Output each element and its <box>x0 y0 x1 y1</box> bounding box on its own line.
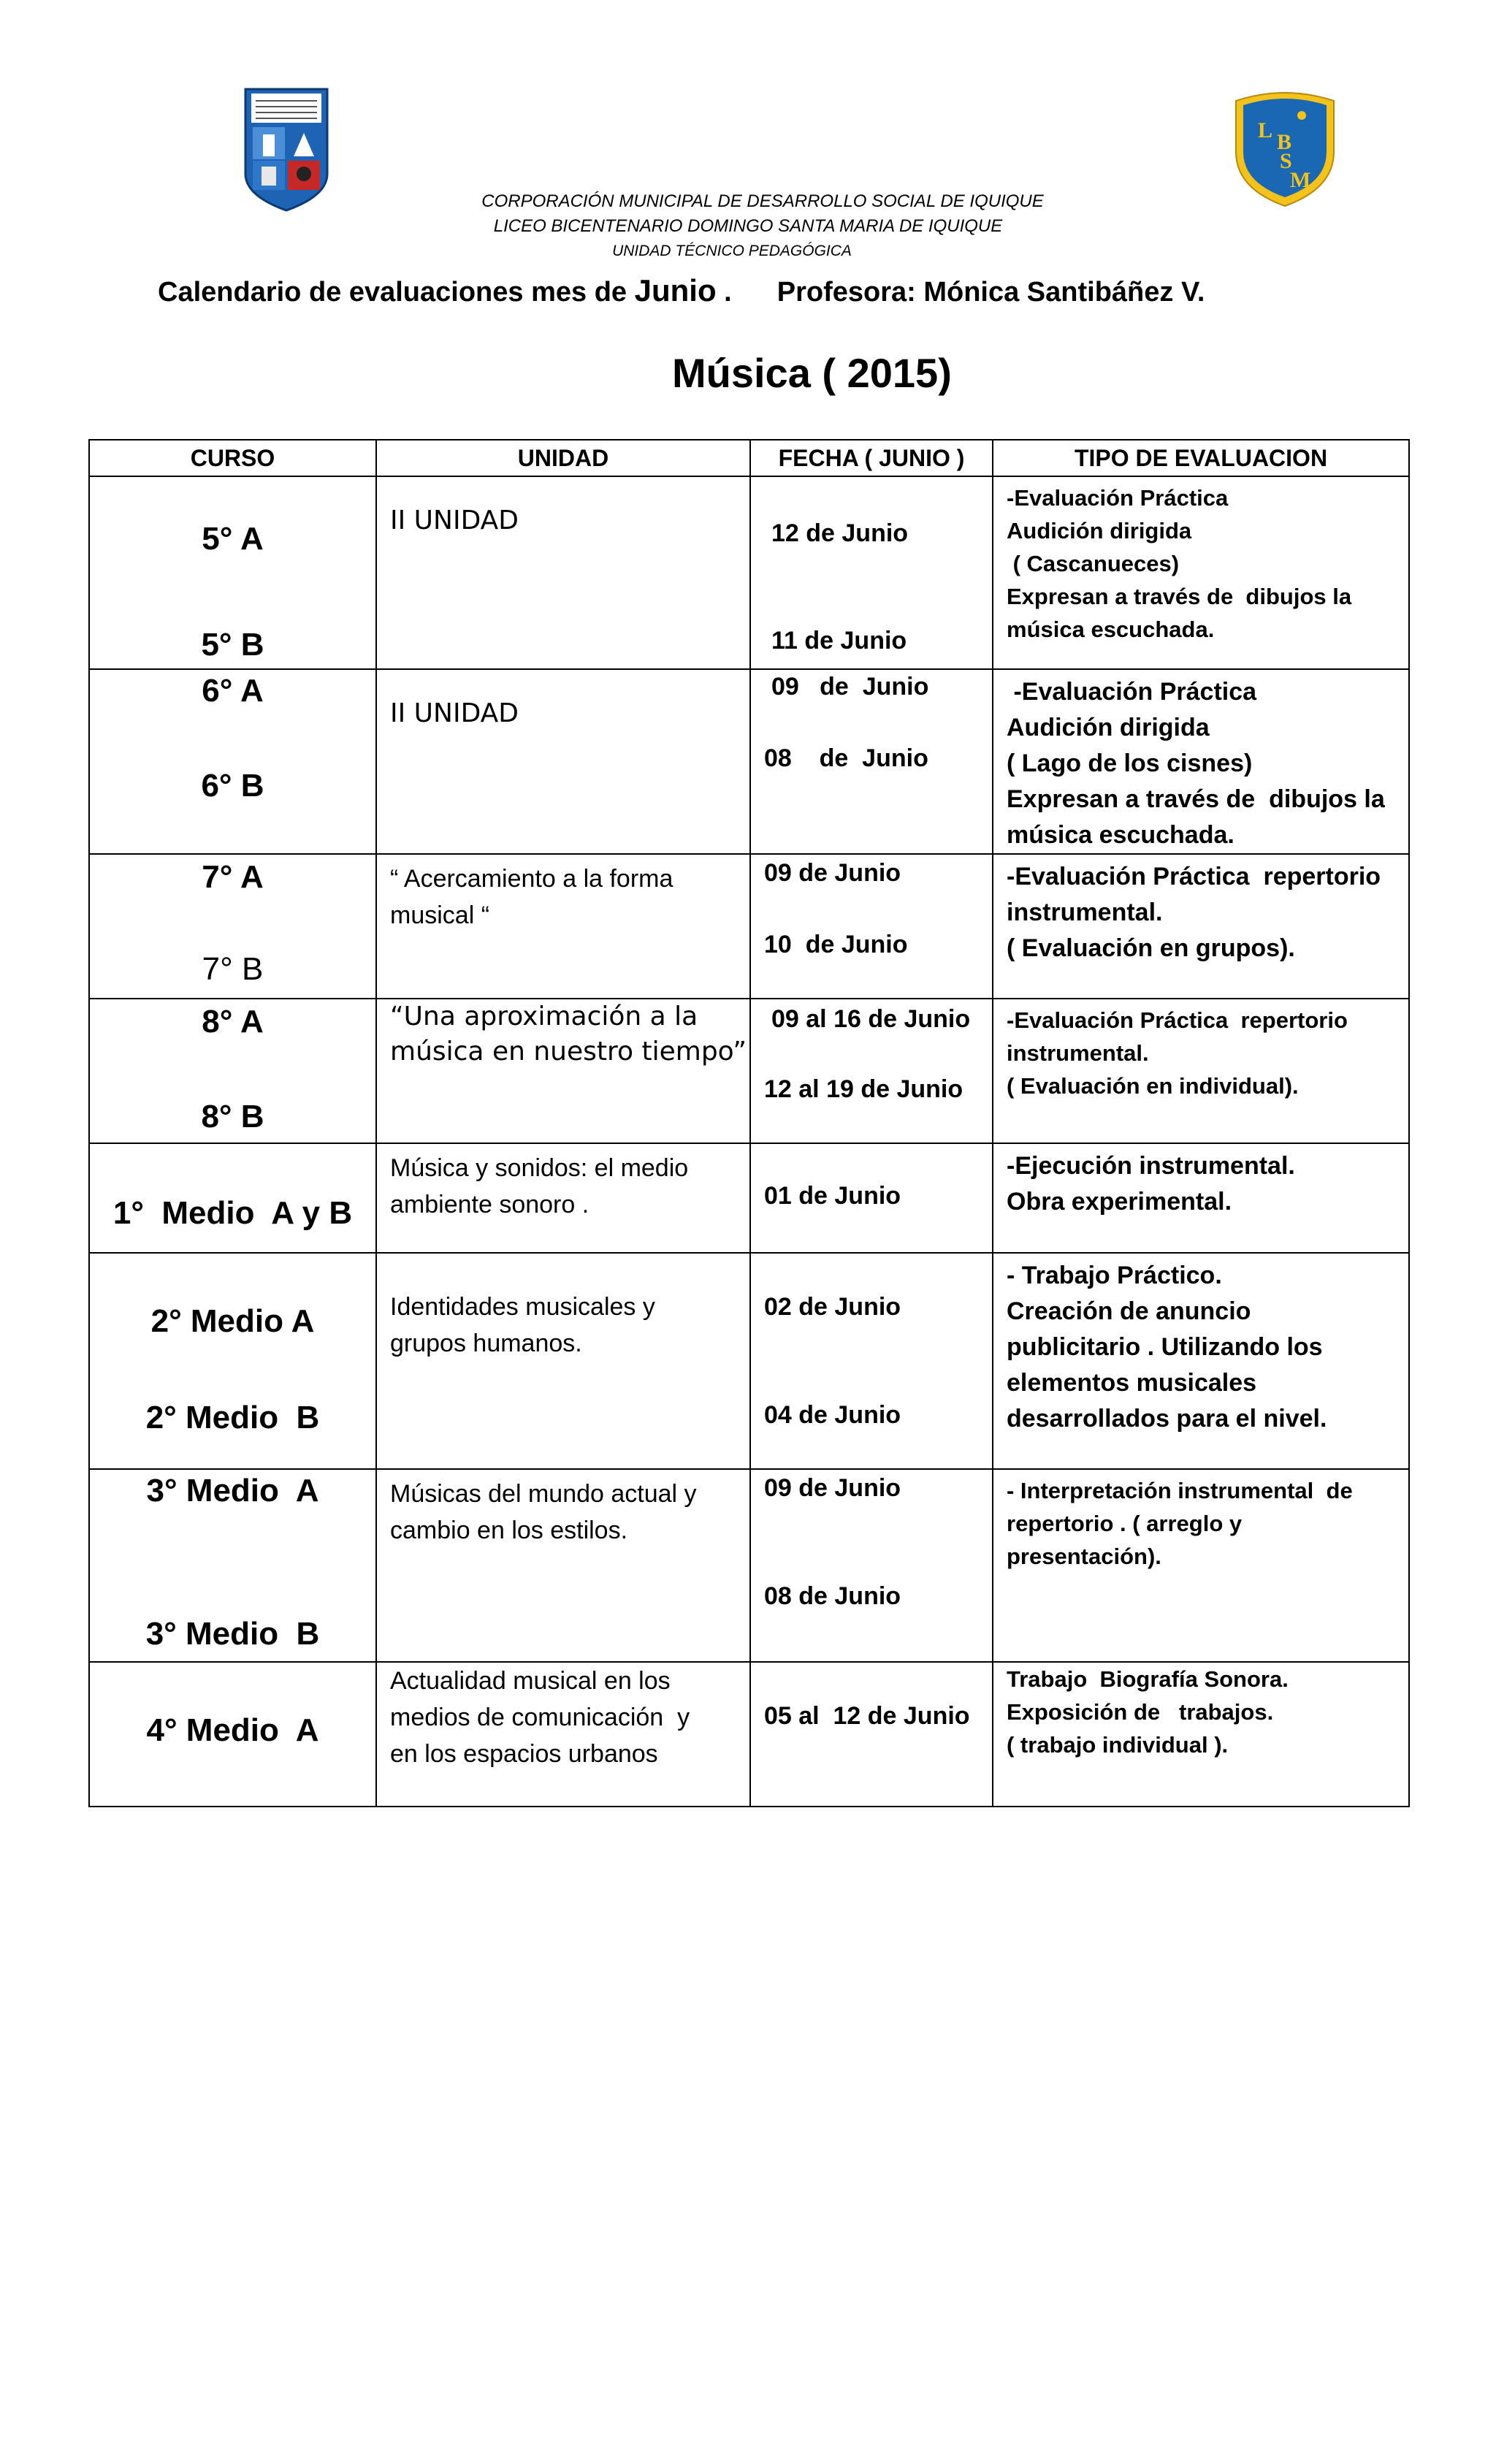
subject-title: Música ( 2015) <box>672 350 952 396</box>
unidad-cell <box>376 854 750 999</box>
fecha-cell <box>750 854 993 999</box>
corporation-name: CORPORACIÓN MUNICIPAL DE DESARROLLO SOCIAL DE IQUIQUE <box>481 191 1044 211</box>
svg-text:B: B <box>1277 130 1292 154</box>
unidad-cell <box>376 999 750 1143</box>
unidad-line: ambiente sonoro . <box>390 1191 589 1218</box>
tipo-line: Audición dirigida <box>1007 714 1210 741</box>
tipo-line: ( Cascanueces) <box>1007 551 1180 576</box>
svg-text:S: S <box>1280 149 1292 173</box>
tipo-line: -Ejecución instrumental. <box>1007 1152 1295 1180</box>
fecha-line: 10 de Junio <box>764 931 908 958</box>
tipo-text <box>993 999 1408 1102</box>
school-name: LICEO BICENTENARIO DOMINGO SANTA MARIA DE IQUIQUE <box>493 216 1003 236</box>
tipo-line: Creación de anuncio <box>1007 1297 1251 1325</box>
curso-top: 7° A <box>202 859 264 895</box>
tipo-line: ( Evaluación en grupos). <box>1007 934 1295 962</box>
tipo-cell <box>993 1662 1409 1807</box>
fecha-line: 08 de Junio <box>764 1582 901 1610</box>
tipo-cell <box>993 476 1409 669</box>
table-row <box>89 1662 1409 1807</box>
header-curso: CURSO <box>89 440 376 476</box>
table-row <box>89 669 1409 854</box>
fecha-line: 12 al 19 de Junio <box>764 1075 963 1103</box>
curso-cell <box>89 1253 376 1469</box>
svg-text:M: M <box>1290 168 1311 192</box>
unidad-line: “Una aproximación a la <box>390 1002 698 1031</box>
tipo-text <box>993 477 1408 646</box>
tipo-line: desarrollados para el nivel. <box>1007 1405 1327 1433</box>
unidad-line: II UNIDAD <box>390 698 519 728</box>
calendar-prefix: Calendario de evaluaciones mes de <box>158 277 635 308</box>
tipo-text <box>993 1470 1408 1573</box>
curso-cell <box>89 669 376 854</box>
tipo-line: -Evaluación Práctica repertorio <box>1007 863 1381 890</box>
tipo-line: Expresan a través de dibujos la <box>1007 785 1385 813</box>
table-row <box>89 1253 1409 1469</box>
tipo-line: - Trabajo Práctico. <box>1007 1262 1222 1289</box>
unidad-cell <box>376 476 750 669</box>
unidad-text <box>377 1144 749 1223</box>
tipo-line: publicitario . Utilizando los <box>1007 1333 1323 1361</box>
unidad-line: Actualidad musical en los <box>390 1667 671 1695</box>
tipo-line: música escuchada. <box>1007 821 1234 849</box>
unidad-line: música en nuestro tiempo” <box>390 1037 747 1067</box>
fecha-line: 02 de Junio <box>764 1293 901 1321</box>
table-header-row <box>89 440 1409 476</box>
tipo-text <box>993 670 1408 853</box>
tipo-text <box>993 855 1408 966</box>
fecha-line: 08 de Junio <box>764 744 928 772</box>
tipo-line: -Evaluación Práctica <box>1007 678 1257 706</box>
curso-top: 2° Medio A <box>150 1303 315 1339</box>
tipo-line: ( Evaluación en individual). <box>1007 1073 1299 1099</box>
curso-top: 3° Medio A <box>146 1473 319 1508</box>
unidad-line: medios de comunicación y <box>390 1704 690 1731</box>
curso-bottom: 1° Medio A y B <box>112 1195 353 1231</box>
svg-text:L: L <box>1258 118 1273 142</box>
fecha-cell <box>750 476 993 669</box>
tipo-text <box>993 1144 1408 1220</box>
tipo-line: Obra experimental. <box>1007 1188 1232 1216</box>
table-row <box>89 1143 1409 1253</box>
tipo-line: Audición dirigida <box>1007 518 1192 543</box>
fecha-line: 09 de Junio <box>771 673 929 701</box>
curso-cell <box>89 854 376 999</box>
tipo-line: instrumental. <box>1007 1040 1149 1066</box>
fecha-cell <box>750 669 993 854</box>
unidad-line: en los espacios urbanos <box>390 1740 658 1768</box>
tipo-line: instrumental. <box>1007 899 1163 926</box>
fecha-line: 12 de Junio <box>771 519 909 547</box>
tipo-line: Exposición de trabajos. <box>1007 1699 1274 1725</box>
unidad-line: Músicas del mundo actual y <box>390 1480 697 1508</box>
liceo-bicentenario-shield-logo <box>1232 86 1338 209</box>
evaluation-calendar-table <box>88 439 1410 1807</box>
fecha-cell <box>750 1143 993 1253</box>
tipo-line: -Evaluación Práctica repertorio <box>1007 1007 1348 1033</box>
tipo-line: Expresan a través de dibujos la <box>1007 584 1352 609</box>
tipo-line: ( trabajo individual ). <box>1007 1732 1229 1758</box>
curso-top: 5° A <box>202 521 264 557</box>
calendar-dot: . <box>716 277 732 308</box>
unidad-line: Música y sonidos: el medio <box>390 1154 689 1182</box>
header-tipo: TIPO DE EVALUACION <box>993 440 1409 476</box>
calendar-month: Junio <box>634 273 717 308</box>
tipo-text <box>993 1254 1408 1437</box>
unidad-cell <box>376 1662 750 1807</box>
tipo-line: elementos musicales <box>1007 1369 1257 1397</box>
unidad-line: Identidades musicales y <box>390 1293 655 1321</box>
curso-bottom: 2° Medio B <box>145 1400 320 1435</box>
curso-cell <box>89 476 376 669</box>
header-fecha: FECHA ( JUNIO ) <box>750 440 993 476</box>
tipo-line: ( Lago de los cisnes) <box>1007 750 1253 777</box>
unidad-text <box>377 1470 749 1549</box>
fecha-line: 01 de Junio <box>764 1182 901 1210</box>
fecha-cell <box>750 1469 993 1662</box>
unidad-cell <box>376 669 750 854</box>
unidad-line: cambio en los estilos. <box>390 1517 628 1544</box>
curso-cell <box>89 999 376 1143</box>
calendar-heading <box>158 273 1205 308</box>
curso-bottom: 3° Medio B <box>145 1616 320 1652</box>
curso-bottom: 8° B <box>201 1099 264 1134</box>
unidad-text <box>377 999 749 1069</box>
fecha-line: 04 de Junio <box>764 1401 901 1429</box>
header-unidad: UNIDAD <box>376 440 750 476</box>
tipo-line: música escuchada. <box>1007 617 1215 642</box>
tipo-line: presentación). <box>1007 1544 1161 1569</box>
unidad-line: II UNIDAD <box>390 506 519 535</box>
unidad-text <box>377 1254 749 1362</box>
unidad-line: “ Acercamiento a la forma <box>390 865 673 893</box>
tipo-cell <box>993 1143 1409 1253</box>
curso-top: 4° Medio A <box>146 1712 319 1748</box>
curso-top: 8° A <box>202 1004 264 1040</box>
curso-bottom: 7° B <box>202 951 264 987</box>
tipo-cell <box>993 669 1409 854</box>
fecha-line: 11 de Junio <box>771 627 907 655</box>
unidad-text <box>377 855 749 934</box>
unidad-line: grupos humanos. <box>390 1330 582 1357</box>
curso-bottom: 5° B <box>201 627 264 663</box>
fecha-line: 09 de Junio <box>764 1474 901 1502</box>
fecha-cell <box>750 1253 993 1469</box>
tipo-line: Trabajo Biografía Sonora. <box>1007 1666 1289 1692</box>
unidad-cell <box>376 1253 750 1469</box>
curso-cell <box>89 1143 376 1253</box>
fecha-cell <box>750 999 993 1143</box>
table-row <box>89 854 1409 999</box>
tipo-text <box>993 1663 1408 1761</box>
curso-cell <box>89 1662 376 1807</box>
tipo-line: - Interpretación instrumental de <box>1007 1478 1353 1503</box>
curso-top: 6° A <box>202 673 264 709</box>
fecha-line: 09 de Junio <box>764 859 901 887</box>
table-row <box>89 1469 1409 1662</box>
fecha-cell <box>750 1662 993 1807</box>
curso-cell <box>89 1469 376 1662</box>
tipo-cell <box>993 1253 1409 1469</box>
tipo-line: repertorio . ( arreglo y <box>1007 1511 1243 1536</box>
unidad-line: musical “ <box>390 901 490 929</box>
tipo-cell <box>993 999 1409 1143</box>
unidad-text <box>377 1663 749 1772</box>
teacher-name: Profesora: Mónica Santibáñez V. <box>776 277 1205 308</box>
curso-bottom: 6° B <box>201 768 264 804</box>
fecha-line: 05 al 12 de Junio <box>764 1702 970 1730</box>
fecha-line: 09 al 16 de Junio <box>771 1005 971 1033</box>
tipo-cell <box>993 1469 1409 1662</box>
table-row <box>89 476 1409 669</box>
unidad-cell <box>376 1469 750 1662</box>
unit-name: UNIDAD TÉCNICO PEDAGÓGICA <box>612 243 852 259</box>
tipo-cell <box>993 854 1409 999</box>
table-row <box>89 999 1409 1143</box>
tipo-line: -Evaluación Práctica <box>1007 485 1229 511</box>
unidad-cell <box>376 1143 750 1253</box>
